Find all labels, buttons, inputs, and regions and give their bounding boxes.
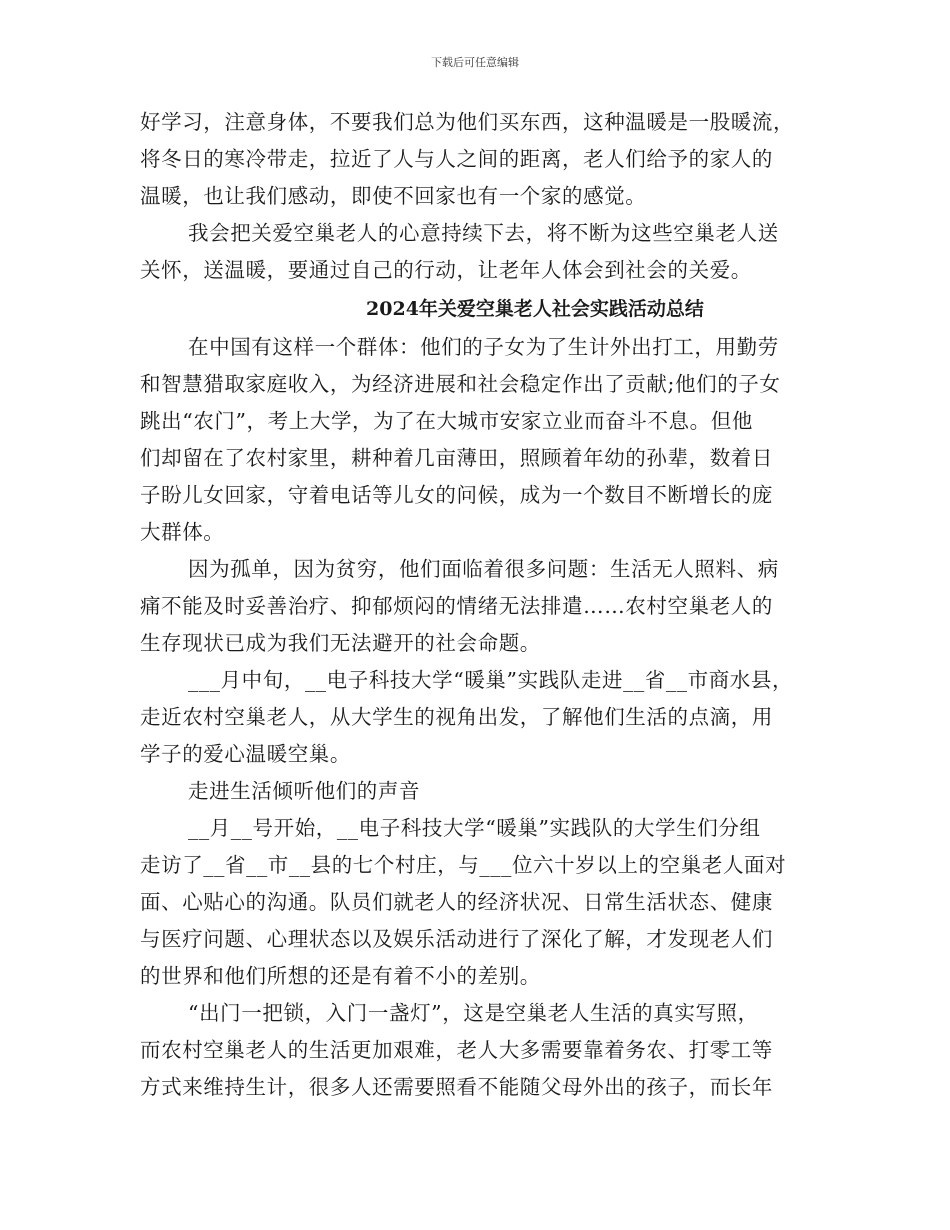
text-line: 而农村空巢老人的生活更加艰难，老人大多需要靠着务农、打零工等 <box>140 1038 773 1062</box>
text-line: 生存现状已成为我们无法避开的社会命题。 <box>140 631 541 655</box>
text-line: 关怀，送温暖，要通过自己的行动，让老年人体会到社会的关爱。 <box>140 258 752 282</box>
document-body <box>140 104 830 1106</box>
subheading: 走进生活倾听他们的声音 <box>188 779 421 803</box>
text-line: 大群体。 <box>140 520 225 544</box>
text-line: 子盼儿女回家，守着电话等儿女的问候，成为一个数目不断增长的庞 <box>140 483 773 507</box>
paragraph-first-line: 我会把关爱空巢老人的心意持续下去，将不断为这些空巢老人送 <box>188 221 779 245</box>
section-title: 2024年关爱空巢老人社会实践活动总结 <box>366 298 704 320</box>
text-line: 走访了__省__市__县的七个村庄，与___位六十岁以上的空巢老人面对 <box>140 853 787 877</box>
text-line: 的世界和他们所想的还是有着不小的差别。 <box>140 964 541 988</box>
text-line: 好学习，注意身体，不要我们总为他们买东西，这种温暖是一股暖流， <box>140 110 795 134</box>
text-line: 们却留在了农村家里，耕种着几亩薄田，照顾着年幼的孙辈，数着日 <box>140 446 773 470</box>
text-line: 温暖，也让我们感动，即使不回家也有一个家的感觉。 <box>140 184 647 208</box>
page-header: 下载后可任意编辑 <box>431 56 519 69</box>
paragraph-first-line: __月__号开始，__电子科技大学“暖巢”实践队的大学生们分组 <box>188 816 761 840</box>
text-line: 学子的爱心温暖空巢。 <box>140 742 351 766</box>
paragraph-first-line: 在中国有这样一个群体：他们的子女为了生计外出打工，用勤劳 <box>188 335 779 359</box>
text-line: 和智慧猎取家庭收入，为经济进展和社会稳定作出了贡献;他们的子女 <box>140 372 781 396</box>
text-line: 跳出“农门”，考上大学，为了在大城市安家立业而奋斗不息。但他 <box>140 409 753 433</box>
text-line: 面、心贴心的沟通。队员们就老人的经济状况、日常生活状态、健康 <box>140 890 773 914</box>
text-line: 方式来维持生计，很多人还需要照看不能随父母外出的孩子，而长年 <box>140 1075 773 1099</box>
text-line: 痛不能及时妥善治疗、抑郁烦闷的情绪无法排遣……农村空巢老人的 <box>140 594 773 618</box>
paragraph-first-line: “出门一把锁，入门一盏灯”，这是空巢老人生活的真实写照， <box>188 1001 759 1025</box>
text-line: 将冬日的寒冷带走，拉近了人与人之间的距离，老人们给予的家人的 <box>140 147 773 171</box>
text-line: 走近农村空巢老人，从大学生的视角出发，了解他们生活的点滴，用 <box>140 705 773 729</box>
paragraph-first-line: 因为孤单，因为贫穷，他们面临着很多问题：生活无人照料、病 <box>188 557 779 581</box>
text-line: 与医疗问题、心理状态以及娱乐活动进行了深化了解，才发现老人们 <box>140 927 773 951</box>
paragraph-first-line: ___月中旬，__电子科技大学“暖巢”实践队走进__省__市商水县， <box>188 668 794 692</box>
